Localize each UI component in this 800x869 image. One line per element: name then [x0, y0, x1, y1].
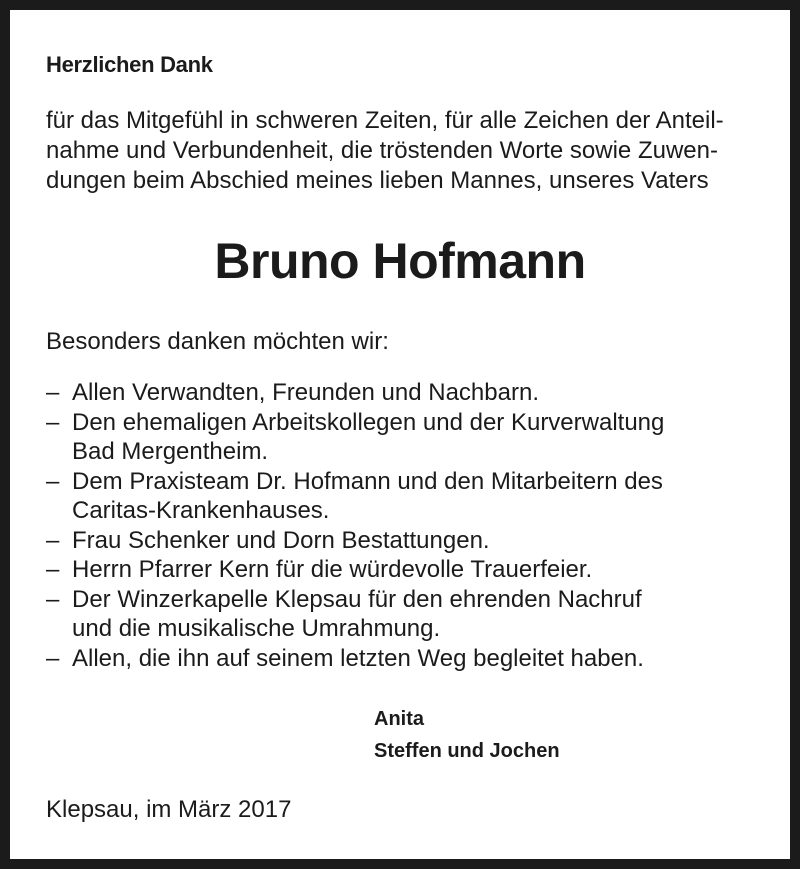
- dash-bullet-icon: –: [46, 379, 60, 406]
- signatures: [374, 703, 560, 767]
- thanks-lead: Besonders danken möchten wir:: [46, 328, 389, 355]
- thanks-item: [46, 378, 766, 408]
- thanks-item-line: Frau Schenker und Dorn Bestattungen.: [72, 526, 490, 554]
- thanks-item-line: Herrn Pfarrer Kern für die würdevolle Trauerfeier.: [72, 556, 593, 583]
- dash-bullet-icon: –: [46, 526, 60, 554]
- thanks-item-line: Dem Praxisteam Dr. Hofmann und den Mitarbeitern des: [72, 467, 663, 495]
- thanks-item: [46, 555, 766, 585]
- thanks-item-line: Der Winzerkapelle Klepsau für den ehrenden Nachruf: [72, 585, 642, 613]
- thanks-item-line: Bad Mergentheim.: [72, 438, 269, 465]
- notice-heading: Herzlichen Dank: [46, 52, 213, 77]
- thanks-item: [46, 585, 766, 644]
- place-date: Klepsau, im März 2017: [46, 796, 292, 823]
- dash-bullet-icon: –: [46, 556, 60, 583]
- dash-bullet-icon: –: [46, 467, 60, 495]
- thanks-item: [46, 408, 766, 467]
- thanks-item-line: Den ehemaligen Arbeitskollegen und der Kurverwaltung: [72, 408, 665, 436]
- intro-line: dungen beim Abschied meines lieben Mannes, unseres Vaters: [46, 167, 709, 194]
- thanks-list: [46, 378, 766, 673]
- thanks-item: [46, 526, 766, 556]
- obituary-notice: [10, 10, 790, 859]
- thanks-item-line: und die musikalische Umrahmung.: [72, 615, 441, 642]
- thanks-item-line: Allen Verwandten, Freunden und Nachbarn.: [72, 379, 539, 406]
- thanks-item: [46, 467, 766, 526]
- dash-bullet-icon: –: [46, 644, 60, 672]
- intro-line: für das Mitgefühl in schweren Zeiten, für alle Zeichen der Anteil-: [46, 107, 724, 134]
- deceased-name: Bruno Hofmann: [214, 233, 586, 289]
- intro-paragraph: [46, 106, 752, 196]
- signature-line: Anita: [374, 708, 424, 730]
- intro-line: nahme und Verbundenheit, die tröstenden Worte sowie Zuwen-: [46, 137, 718, 164]
- dash-bullet-icon: –: [46, 585, 60, 613]
- signature-line: Steffen und Jochen: [374, 740, 560, 762]
- thanks-item: [46, 644, 766, 674]
- dash-bullet-icon: –: [46, 408, 60, 436]
- thanks-item-line: Allen, die ihn auf seinem letzten Weg begleitet haben.: [72, 644, 644, 672]
- thanks-item-line: Caritas-Krankenhauses.: [72, 497, 330, 524]
